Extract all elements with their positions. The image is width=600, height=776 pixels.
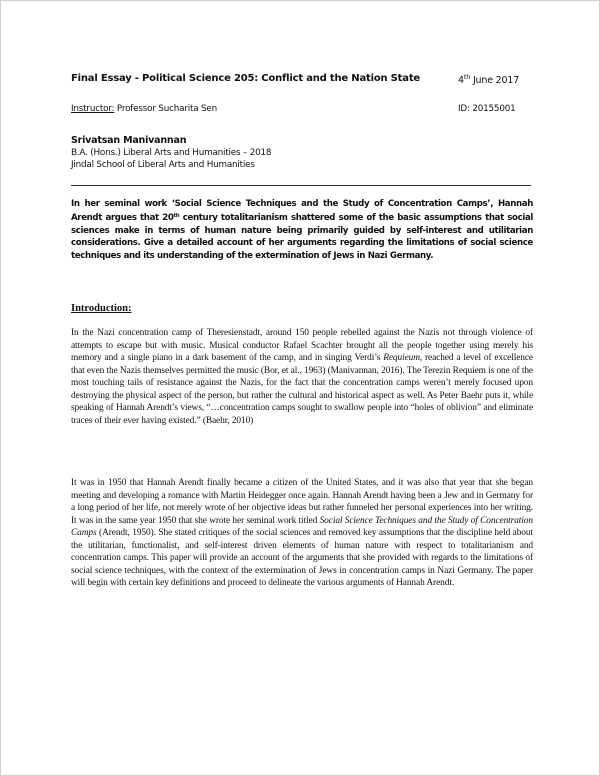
prompt-part2: century totalitarianism shattered some of the basic assumptions that social sciences make in terms of human nature being primarily guided by self-interest and utilitarian considerations. Give a detailed account of her arguments regarding the limitations of social science techniques and its understanding of the extermination of Jews in Nazi Germany.	[71, 213, 533, 261]
section-heading-introduction: Introduction:	[71, 303, 132, 314]
date-rest: June 2017	[470, 75, 520, 86]
student-id: ID: 20155001	[458, 104, 516, 114]
paragraph-1-text-b: , reached a level of excellence that even the Nazis themselves permitted the music (Bor, et al., 1963) (Manivannan, 2016). The Terezin Requiem is one of the most touching tails of resistance against the Nazis, for the fact that the concentration camps weren’t merely focused upon destroying the physical aspect of the person, but rather the cultural and historical aspect as well. As Peter Baehr puts it, while speaking of Hannah Arendt’s views, “…concentration camps sought to swallow people into “holes of oblivion” and eliminate traces of their ever having existed.” (Baehr, 2010)	[71, 353, 533, 426]
date-day: 4	[458, 75, 464, 86]
author-school: Jindal School of Liberal Arts and Humanities	[71, 160, 255, 170]
essay-prompt	[71, 198, 533, 262]
paragraph-2-text-a: It was in 1950 that Hannah Arendt finally became a citizen of the United States, and it was also that year that she began meeting and developing a romance with Martin Heidegger once again. Hannah Arendt having been a Jew and in Germany for a long period of her life, not merely wrote of her objective ideas but rather funneled her personal experiences into her writing. It was in the same year 1950 that she wrote her seminal work titled	[71, 478, 533, 526]
paragraph-1	[71, 327, 533, 427]
paragraph-2-text-b: (Arendt, 1950). She stated critiques of the social sciences and removed key assumptions that the discipline held about the utilitarian, functionalist, and self-interest driven elements of human nature with respect to totalitarianism and concentration camps. This paper will provide an account of the arguments that she provided with regards to the limitations of social science techniques, with the context of the extermination of Jews in concentration camps in Nazi Germany. The paper will begin with certain key definitions and proceed to delineate the various arguments of Hannah Arendt.	[71, 528, 533, 588]
paragraph-2	[71, 477, 533, 590]
prompt-superscript: th	[173, 213, 180, 220]
paragraph-2-italic: Social Science Techniques and the Study of Concentration Camps	[71, 515, 533, 538]
paragraph-1-text-a: In the Nazi concentration camp of Theresienstadt, around 150 people rebelled against the Nazis not through violence of attempts to escape but with music. Musical conductor Rafael Scachter brought all the people together using merely his memory and a single piano in a dark basement of the camp, and in singing Verdi’s	[71, 328, 533, 363]
author-degree: B.A. (Hons.) Liberal Arts and Humanities – 2018	[71, 148, 272, 158]
author-block	[71, 135, 271, 171]
prompt-part1: In her seminal work ‘Social Science Techniques and the Study of Concentration Camps’, Hannah Arendt argues that 20	[71, 199, 533, 224]
instructor-label: Instructor:	[71, 104, 115, 114]
instructor-name: Professor Sucharita Sen	[114, 104, 217, 114]
essay-date	[458, 73, 519, 86]
horizontal-divider	[71, 185, 531, 186]
instructor	[71, 104, 217, 114]
author-name: Srivatsan Manivannan	[71, 135, 187, 146]
paragraph-1-italic: Requieum	[383, 353, 420, 363]
date-suffix: th	[463, 73, 471, 81]
essay-title: Final Essay - Political Science 205: Conflict and the Nation State	[71, 73, 420, 84]
